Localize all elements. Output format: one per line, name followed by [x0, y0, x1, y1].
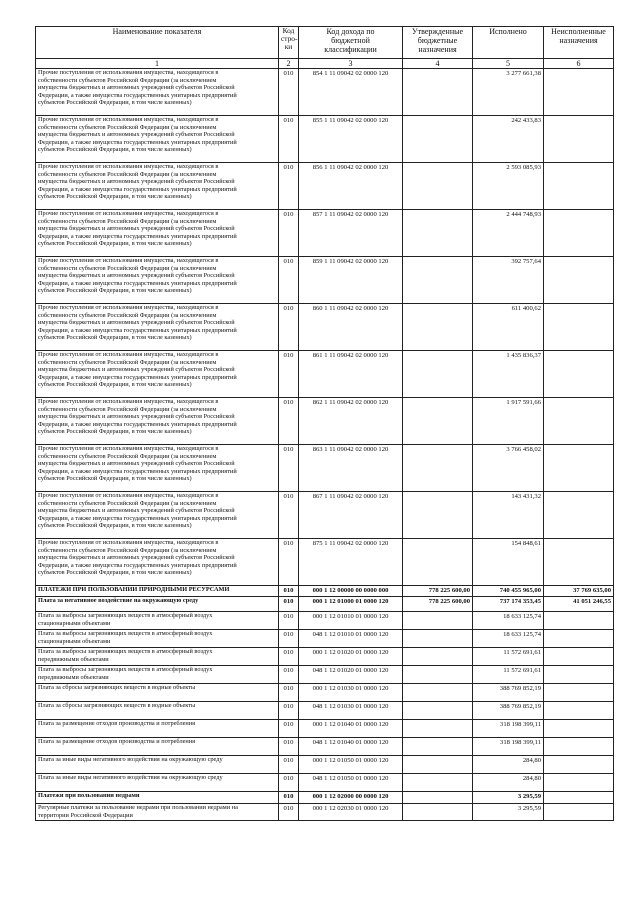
row-income-code: 856 1 11 09042 02 0000 120 [299, 163, 403, 210]
row-income-code: 854 1 11 09042 02 0000 120 [299, 69, 403, 116]
row-approved [403, 684, 473, 702]
row-executed: 18 633 125,74 [473, 612, 544, 630]
row-unexecuted [544, 702, 614, 720]
row-line-code: 010 [279, 702, 299, 720]
row-line-code: 010 [279, 684, 299, 702]
row-unexecuted [544, 792, 614, 804]
row-approved [403, 648, 473, 666]
row-income-code: 857 1 11 09042 02 0000 120 [299, 210, 403, 257]
table-row [36, 398, 614, 445]
row-executed: 2 593 085,93 [473, 163, 544, 210]
table-row [36, 597, 614, 612]
row-name: Плата за иные виды негативного воздействия на окружающую среду [36, 774, 279, 792]
row-approved [403, 720, 473, 738]
row-executed: 318 198 399,11 [473, 738, 544, 756]
table-row [36, 684, 614, 702]
row-executed: 3 295,59 [473, 792, 544, 804]
row-line-code: 010 [279, 539, 299, 586]
table-row [36, 630, 614, 648]
table-row [36, 702, 614, 720]
row-line-code: 010 [279, 648, 299, 666]
row-approved [403, 702, 473, 720]
row-income-code: 860 1 11 09042 02 0000 120 [299, 304, 403, 351]
row-unexecuted [544, 612, 614, 630]
row-executed: 611 400,62 [473, 304, 544, 351]
row-approved [403, 630, 473, 648]
row-line-code: 010 [279, 210, 299, 257]
row-line-code: 010 [279, 774, 299, 792]
row-unexecuted [544, 398, 614, 445]
row-unexecuted [544, 666, 614, 684]
row-income-code: 000 1 12 02000 00 0000 120 [299, 792, 403, 804]
row-unexecuted [544, 304, 614, 351]
row-line-code: 010 [279, 257, 299, 304]
row-line-code: 010 [279, 304, 299, 351]
header-indicator-name: Наименование показателя [36, 27, 279, 59]
row-name: Плата за размещение отходов производства и потребления [36, 738, 279, 756]
row-line-code: 010 [279, 612, 299, 630]
row-executed: 3 295,59 [473, 804, 544, 821]
row-name: Плата за выбросы загрязняющих веществ в атмосферный воздух передвижными объектами [36, 648, 279, 666]
table-row [36, 738, 614, 756]
row-unexecuted: 41 051 246,55 [544, 597, 614, 612]
row-income-code: 863 1 11 09042 02 0000 120 [299, 445, 403, 492]
row-income-code: 000 1 12 01040 01 0000 120 [299, 720, 403, 738]
row-unexecuted [544, 69, 614, 116]
row-income-code: 862 1 11 09042 02 0000 120 [299, 398, 403, 445]
column-number: 5 [473, 59, 544, 69]
row-income-code: 000 1 12 01030 01 0000 120 [299, 684, 403, 702]
row-unexecuted [544, 738, 614, 756]
row-name: Прочие поступления от использования имущества, находящегося в собственности субъектов Российской Федерации (за исключением имущества бюджетных и автономных учреждений субъектов Российской Федерации, а также имущества государственных унитарных предприятий субъектов Российской Федерации, в том числе казенных) [36, 445, 279, 492]
row-income-code: 048 1 12 01040 01 0000 120 [299, 738, 403, 756]
row-executed: 11 572 691,61 [473, 666, 544, 684]
row-name: Плата за сбросы загрязняющих веществ в водные объекты [36, 702, 279, 720]
row-approved [403, 304, 473, 351]
row-executed: 3 277 661,38 [473, 69, 544, 116]
row-executed: 318 198 399,11 [473, 720, 544, 738]
row-income-code: 000 1 12 02030 01 0000 120 [299, 804, 403, 821]
row-unexecuted [544, 257, 614, 304]
row-line-code: 010 [279, 720, 299, 738]
row-unexecuted [544, 648, 614, 666]
row-executed: 18 633 125,74 [473, 630, 544, 648]
row-unexecuted [544, 756, 614, 774]
table-row [36, 163, 614, 210]
row-executed: 143 431,32 [473, 492, 544, 539]
row-approved [403, 756, 473, 774]
header-executed: Исполнено [473, 27, 544, 59]
row-unexecuted [544, 351, 614, 398]
row-line-code: 010 [279, 492, 299, 539]
row-name: Плата за сбросы загрязняющих веществ в водные объекты [36, 684, 279, 702]
row-approved: 778 225 600,00 [403, 586, 473, 597]
row-approved [403, 69, 473, 116]
row-line-code: 010 [279, 163, 299, 210]
row-name: ПЛАТЕЖИ ПРИ ПОЛЬЗОВАНИИ ПРИРОДНЫМИ РЕСУРСАМИ [36, 586, 279, 597]
row-executed: 737 174 353,45 [473, 597, 544, 612]
row-approved [403, 792, 473, 804]
row-line-code: 010 [279, 804, 299, 821]
row-name: Плата за иные виды негативного воздействия на окружающую среду [36, 756, 279, 774]
row-line-code: 010 [279, 586, 299, 597]
row-line-code: 010 [279, 351, 299, 398]
row-approved [403, 666, 473, 684]
row-executed: 392 757,64 [473, 257, 544, 304]
table-row [36, 351, 614, 398]
table-row [36, 720, 614, 738]
row-approved [403, 116, 473, 163]
row-income-code: 048 1 12 01030 01 0000 120 [299, 702, 403, 720]
row-line-code: 010 [279, 445, 299, 492]
row-unexecuted [544, 774, 614, 792]
row-name: Плата за негативное воздействие на окружающую среду [36, 597, 279, 612]
row-line-code: 010 [279, 756, 299, 774]
row-line-code: 010 [279, 69, 299, 116]
row-unexecuted [544, 492, 614, 539]
row-name: Регулярные платежи за пользование недрами при пользовании недрами на территории Российской Федерации [36, 804, 279, 821]
row-income-code: 048 1 12 01010 01 0000 120 [299, 630, 403, 648]
row-unexecuted [544, 684, 614, 702]
row-income-code: 855 1 11 09042 02 0000 120 [299, 116, 403, 163]
row-income-code: 867 1 11 09042 02 0000 120 [299, 492, 403, 539]
row-name: Прочие поступления от использования имущества, находящегося в собственности субъектов Российской Федерации (за исключением имущества бюджетных и автономных учреждений субъектов Российской Федерации, а также имущества государственных унитарных предприятий субъектов Российской Федерации, в том числе казенных) [36, 539, 279, 586]
row-approved [403, 351, 473, 398]
row-approved [403, 257, 473, 304]
row-executed: 1 917 591,66 [473, 398, 544, 445]
row-line-code: 010 [279, 738, 299, 756]
row-executed: 284,80 [473, 756, 544, 774]
table-row [36, 666, 614, 684]
row-name: Плата за выбросы загрязняющих веществ в атмосферный воздух стационарными объектами [36, 630, 279, 648]
table-row [36, 210, 614, 257]
row-executed: 740 455 965,00 [473, 586, 544, 597]
row-executed: 242 433,83 [473, 116, 544, 163]
row-approved [403, 539, 473, 586]
budget-report-table [35, 26, 614, 821]
row-approved [403, 804, 473, 821]
row-income-code: 875 1 11 09042 02 0000 120 [299, 539, 403, 586]
row-approved [403, 398, 473, 445]
table-row [36, 116, 614, 163]
row-name: Прочие поступления от использования имущества, находящегося в собственности субъектов Российской Федерации (за исключением имущества бюджетных и автономных учреждений субъектов Российской Федерации, а также имущества государственных унитарных предприятий субъектов Российской Федерации, в том числе казенных) [36, 492, 279, 539]
row-approved [403, 445, 473, 492]
row-unexecuted [544, 445, 614, 492]
header-unexecuted: Неисполненные назначения [544, 27, 614, 59]
table-row [36, 792, 614, 804]
row-income-code: 000 1 12 01020 01 0000 120 [299, 648, 403, 666]
row-line-code: 010 [279, 666, 299, 684]
row-executed: 2 444 748,93 [473, 210, 544, 257]
column-number-row [36, 59, 614, 69]
row-unexecuted [544, 630, 614, 648]
row-line-code: 010 [279, 792, 299, 804]
table-row [36, 304, 614, 351]
row-line-code: 010 [279, 398, 299, 445]
table-row [36, 257, 614, 304]
column-number: 1 [36, 59, 279, 69]
row-executed: 284,80 [473, 774, 544, 792]
row-executed: 1 435 836,37 [473, 351, 544, 398]
table-row [36, 612, 614, 630]
row-income-code: 859 1 11 09042 02 0000 120 [299, 257, 403, 304]
table-row [36, 586, 614, 597]
row-line-code: 010 [279, 116, 299, 163]
row-executed: 388 769 852,19 [473, 684, 544, 702]
row-approved [403, 612, 473, 630]
row-approved [403, 492, 473, 539]
header-approved: Утвержденные бюджетные назначения [403, 27, 473, 59]
row-line-code: 010 [279, 630, 299, 648]
row-unexecuted [544, 163, 614, 210]
row-income-code: 048 1 12 01050 01 0000 120 [299, 774, 403, 792]
row-income-code: 000 1 12 01050 01 0000 120 [299, 756, 403, 774]
row-approved: 778 225 600,00 [403, 597, 473, 612]
column-number: 3 [299, 59, 403, 69]
row-name: Прочие поступления от использования имущества, находящегося в собственности субъектов Российской Федерации (за исключением имущества бюджетных и автономных учреждений субъектов Российской Федерации, а также имущества государственных унитарных предприятий субъектов Российской Федерации, в том числе казенных) [36, 163, 279, 210]
table-row [36, 774, 614, 792]
row-income-code: 048 1 12 01020 01 0000 120 [299, 666, 403, 684]
row-income-code: 000 1 12 01010 01 0000 120 [299, 612, 403, 630]
row-approved [403, 163, 473, 210]
column-number: 4 [403, 59, 473, 69]
column-number: 6 [544, 59, 614, 69]
header-line-code: Код стро- ки [279, 27, 299, 59]
row-approved [403, 774, 473, 792]
row-income-code: 000 1 12 01000 01 0000 120 [299, 597, 403, 612]
row-unexecuted [544, 539, 614, 586]
row-executed: 3 766 458,02 [473, 445, 544, 492]
row-name: Прочие поступления от использования имущества, находящегося в собственности субъектов Российской Федерации (за исключением имущества бюджетных и автономных учреждений субъектов Российской Федерации, а также имущества государственных унитарных предприятий субъектов Российской Федерации, в том числе казенных) [36, 257, 279, 304]
row-name: Прочие поступления от использования имущества, находящегося в собственности субъектов Российской Федерации (за исключением имущества бюджетных и автономных учреждений субъектов Российской Федерации, а также имущества государственных унитарных предприятий субъектов Российской Федерации, в том числе казенных) [36, 210, 279, 257]
table-row [36, 445, 614, 492]
table-row [36, 648, 614, 666]
row-approved [403, 210, 473, 257]
row-unexecuted: 37 769 635,00 [544, 586, 614, 597]
row-name: Прочие поступления от использования имущества, находящегося в собственности субъектов Российской Федерации (за исключением имущества бюджетных и автономных учреждений субъектов Российской Федерации, а также имущества государственных унитарных предприятий субъектов Российской Федерации, в том числе казенных) [36, 351, 279, 398]
row-name: Прочие поступления от использования имущества, находящегося в собственности субъектов Российской Федерации (за исключением имущества бюджетных и автономных учреждений субъектов Российской Федерации, а также имущества государственных унитарных предприятий субъектов Российской Федерации, в том числе казенных) [36, 116, 279, 163]
row-name: Платежи при пользовании недрами [36, 792, 279, 804]
row-name: Плата за выбросы загрязняющих веществ в атмосферный воздух стационарными объектами [36, 612, 279, 630]
table-row [36, 492, 614, 539]
row-income-code: 861 1 11 09042 02 0000 120 [299, 351, 403, 398]
row-unexecuted [544, 210, 614, 257]
table-row [36, 539, 614, 586]
row-executed: 11 572 691,61 [473, 648, 544, 666]
row-name: Прочие поступления от использования имущества, находящегося в собственности субъектов Российской Федерации (за исключением имущества бюджетных и автономных учреждений субъектов Российской Федерации, а также имущества государственных унитарных предприятий субъектов Российской Федерации, в том числе казенных) [36, 304, 279, 351]
table-row [36, 69, 614, 116]
row-executed: 388 769 852,19 [473, 702, 544, 720]
row-name: Прочие поступления от использования имущества, находящегося в собственности субъектов Российской Федерации (за исключением имущества бюджетных и автономных учреждений субъектов Российской Федерации, а также имущества государственных унитарных предприятий субъектов Российской Федерации, в том числе казенных) [36, 398, 279, 445]
row-unexecuted [544, 804, 614, 821]
row-unexecuted [544, 720, 614, 738]
row-line-code: 010 [279, 597, 299, 612]
header-income-code: Код дохода по бюджетной классификации [299, 27, 403, 59]
row-approved [403, 738, 473, 756]
row-name: Прочие поступления от использования имущества, находящегося в собственности субъектов Российской Федерации (за исключением имущества бюджетных и автономных учреждений субъектов Российской Федерации, а также имущества государственных унитарных предприятий субъектов Российской Федерации, в том числе казенных) [36, 69, 279, 116]
row-name: Плата за размещение отходов производства и потребления [36, 720, 279, 738]
table-row [36, 756, 614, 774]
table-row [36, 804, 614, 821]
row-name: Плата за выбросы загрязняющих веществ в атмосферный воздух передвижными объектами [36, 666, 279, 684]
row-income-code: 000 1 12 00000 00 0000 000 [299, 586, 403, 597]
row-unexecuted [544, 116, 614, 163]
column-number: 2 [279, 59, 299, 69]
row-executed: 154 848,61 [473, 539, 544, 586]
